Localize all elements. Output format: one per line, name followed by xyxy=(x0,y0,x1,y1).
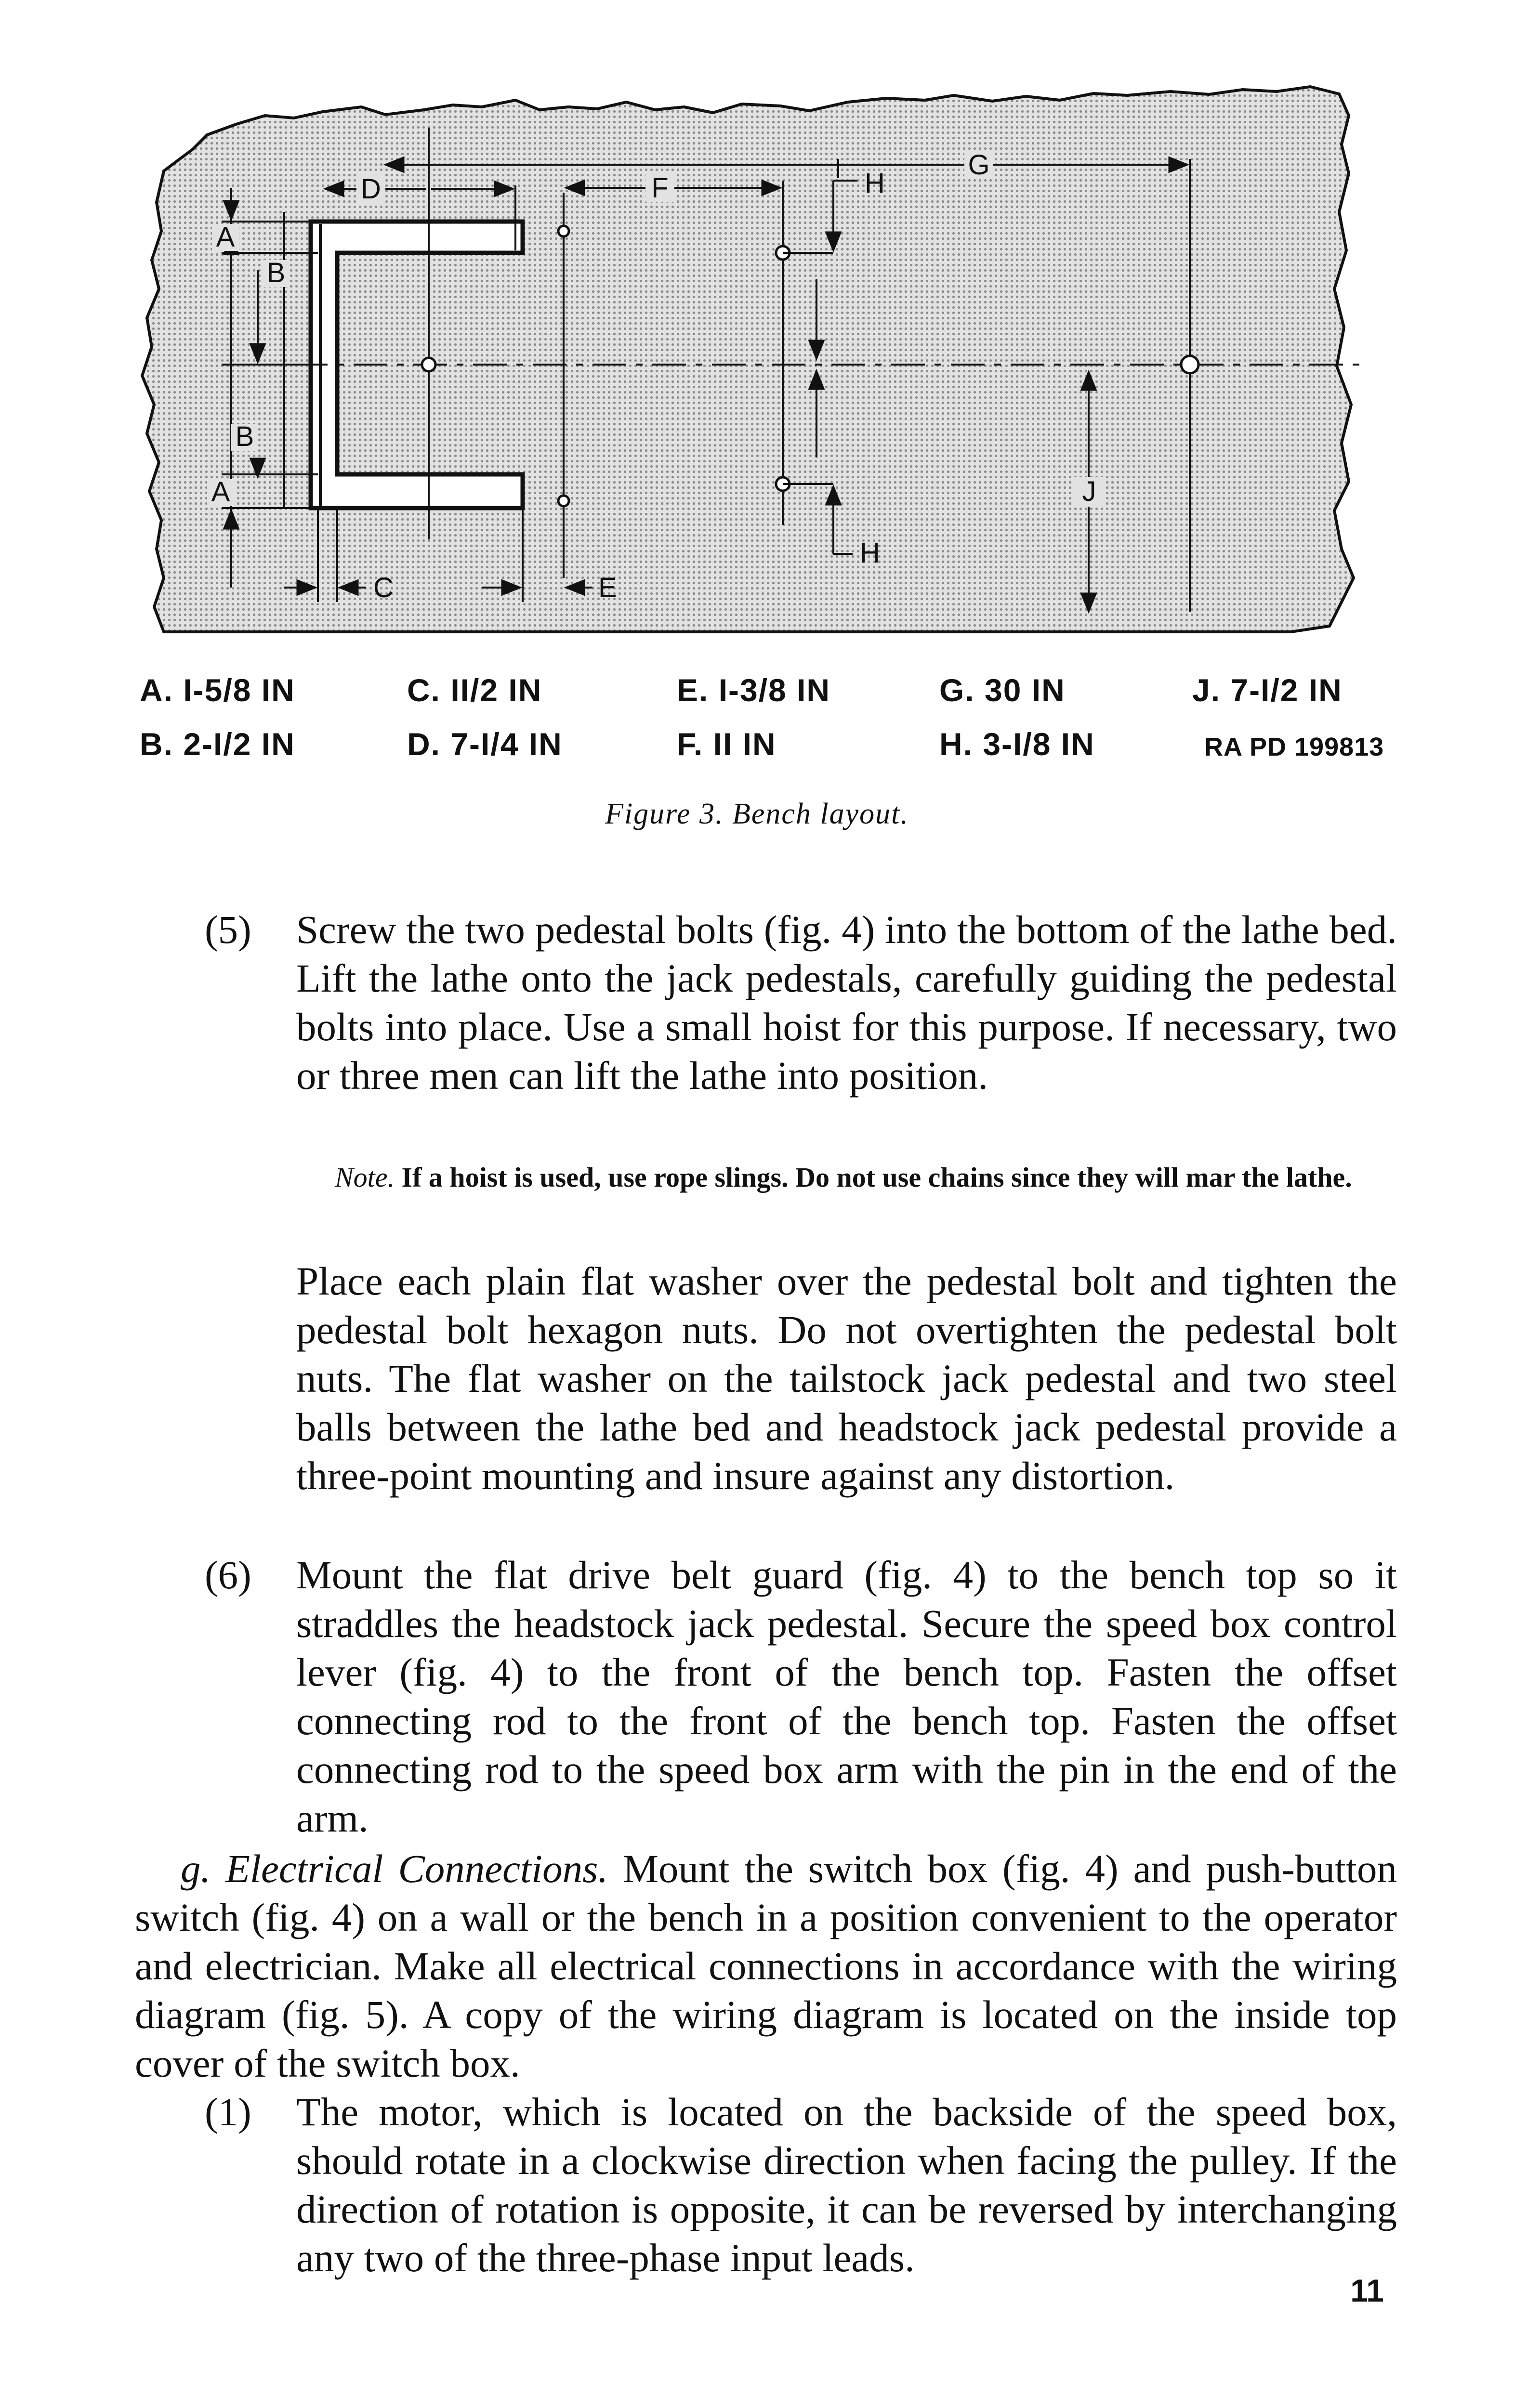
step-5-number: (5) xyxy=(205,907,251,952)
legend-g: G. 30 IN xyxy=(939,672,1066,708)
bench-layout-diagram xyxy=(135,77,1368,662)
legend-e: E. I-3/8 IN xyxy=(677,672,831,708)
dim-label-g: G xyxy=(968,149,990,181)
note-paragraph xyxy=(296,1158,1397,1197)
figure-reference-code: RA PD 199813 xyxy=(1204,733,1384,761)
dim-label-a-bottom: A xyxy=(211,476,230,508)
legend-j: J. 7-I/2 IN xyxy=(1192,672,1343,708)
legend-d: D. 7-I/4 IN xyxy=(407,726,563,762)
dim-label-h-bottom: H xyxy=(860,537,880,569)
legend-c: C. II/2 IN xyxy=(407,672,542,708)
page-number: 11 xyxy=(1350,2273,1384,2308)
dim-label-d: D xyxy=(361,173,381,205)
section-g-heading: g. Electrical Connections. xyxy=(181,1846,608,1891)
step-6-paragraph: Mount the flat drive belt guard (fig. 4) to the bench top so it straddles the headstock jack pedestal. Secure the speed box control lever (fig. 4) to the front of the bench top. Fasten the offset connecting rod to the front of the bench top. Fasten the offset connecting rod to the speed box arm with the pin in the end of the arm. xyxy=(296,1553,1397,1840)
step-6-number: (6) xyxy=(205,1553,251,1597)
legend-f: F. II IN xyxy=(677,726,777,762)
legend-a: A. I-5/8 IN xyxy=(140,672,295,708)
dim-label-e: E xyxy=(598,572,617,603)
dim-label-j: J xyxy=(1082,476,1096,507)
section-g-text: Mount the switch box (fig. 4) and push-button switch (fig. 4) on a wall or the bench in a position convenient to the operator and electrician. Make all electrical connections in accordance with the wiring diagram (fig. 5). A copy of the wiring diagram is located on the inside top cover of the switch box. xyxy=(135,1846,1397,2085)
legend-h: H. 3-I/8 IN xyxy=(939,726,1095,762)
step-5-paragraph: Screw the two pedestal bolts (fig. 4) into the bottom of the lathe bed. Lift the lathe onto the jack pedestals, carefully guiding the pedestal bolts into place. Use a small hoist for this purpose. If necessary, two or three men can lift the lathe into position. xyxy=(296,907,1397,1098)
dimension-legend xyxy=(140,672,1402,783)
dim-label-a-top: A xyxy=(216,222,235,253)
step-1-number: (1) xyxy=(205,2090,251,2134)
dim-label-h-top: H xyxy=(865,168,885,199)
note-label: Note. xyxy=(335,1162,395,1193)
step-1-paragraph: The motor, which is located on the backside of the speed box, should rotate in a clockwise direction when facing the pulley. If the direction of rotation is opposite, it can be reversed by interchanging any two of the three-phase input leads. xyxy=(296,2090,1397,2280)
bench-layout-figure xyxy=(135,77,1368,662)
section-g-paragraph xyxy=(135,1845,1397,2088)
dim-label-c: C xyxy=(373,572,394,603)
figure-caption: Figure 3. Bench layout. xyxy=(605,798,909,830)
legend-b: B. 2-I/2 IN xyxy=(140,726,295,762)
dim-label-b-top: B xyxy=(266,257,286,288)
note-text: If a hoist is used, use rope slings. Do not use chains since they will mar the lathe. xyxy=(395,1162,1352,1193)
dim-label-f: F xyxy=(651,172,669,204)
dim-label-b-bottom: B xyxy=(235,421,254,452)
step-5-continuation: Place each plain flat washer over the pedestal bolt and tighten the pedestal bolt hexagon nuts. Do not overtighten the pedestal bolt nuts. The flat washer on the tailstock jack pedestal and two steel balls between the lathe bed and headstock jack pedestal provide a three-point mounting and insure against any distortion. xyxy=(296,1259,1397,1498)
